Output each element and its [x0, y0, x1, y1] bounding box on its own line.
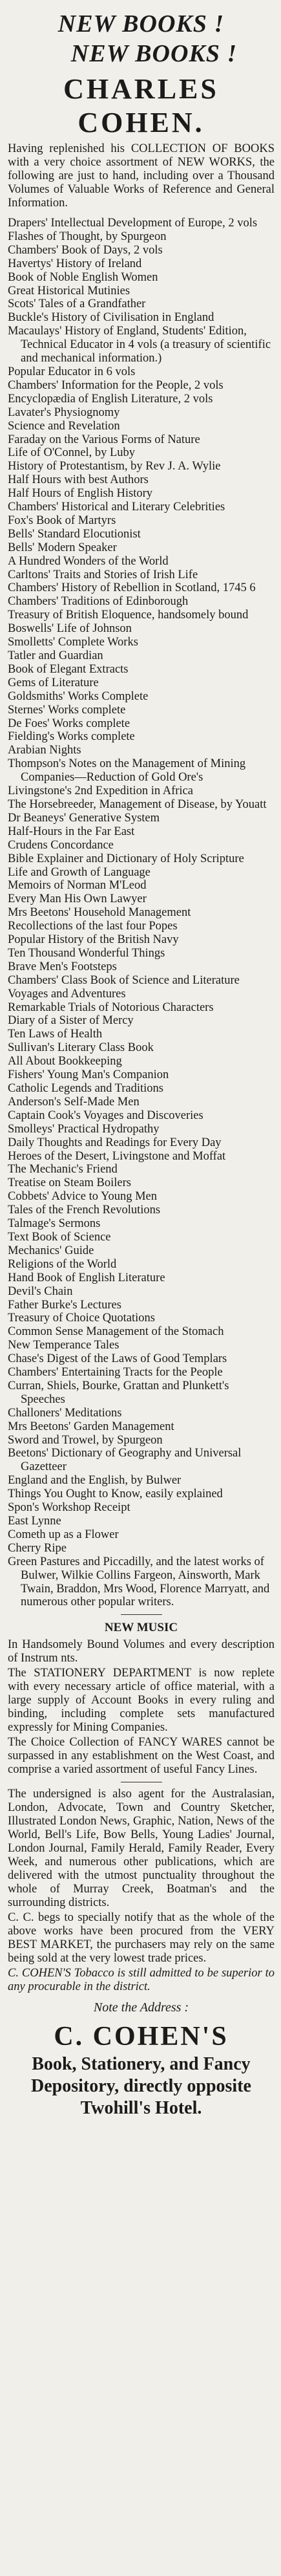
book-title: Talmage's Sermons: [8, 1217, 101, 1231]
book-title: Carltons' Traits and Stories of Irish Life: [8, 568, 198, 581]
book-title: Things You Ought to Know, easily explained: [8, 1488, 223, 1501]
book-title: Memoirs of Norman M'Leod: [8, 879, 147, 893]
book-title: Havertys' History of Ireland: [8, 257, 142, 270]
address-note: Note the Address :: [93, 2000, 189, 2015]
book-title: Mrs Beetons' Garden Management: [8, 1420, 174, 1433]
book-title: Half Hours with best Authors: [8, 473, 149, 487]
newspapers-paragraph: The undersigned is also agent for the Australasian, London, Advocate, Town and Country Sketcher, Illustrated London News, Graphic, Nation, News of the World, Bell's Life, Bow Bells, Young Ladies' Journal, London Journal, Family Herald, Family Reader, Every Week, and numerous other publications, which are delivered with the utmost punctuality throughout the whole of Murray Creek, Boatman's and the surrounding districts.: [8, 1788, 275, 1910]
book-title: Lavater's Physiognomy: [8, 406, 120, 419]
book-title: Religions of the World: [8, 1257, 117, 1271]
book-title: Bells' Standard Elocutionist: [8, 527, 141, 541]
music-paragraph: In Handsomely Bound Volumes and every description of Instrum nts.: [8, 1638, 275, 1665]
book-title: Half-Hours in the Far East: [8, 825, 135, 838]
book-title: Buckle's History of Civilisation in England: [8, 311, 214, 325]
book-title: Catholic Legends and Traditions: [8, 1082, 163, 1095]
book-title: England and the English, by Bulwer: [8, 1474, 182, 1488]
book-title: Livingstone's 2nd Expedition in Africa: [8, 785, 193, 798]
book-title: Tatler and Guardian: [8, 649, 103, 662]
book-title: Macaulays' History of England, Students' Edition, Technical Educator in 4 vols (a treasury of scientific and mechanical information.): [8, 325, 271, 365]
book-title: Chambers' Historical and Literary Celebrities: [8, 501, 225, 514]
book-title: Anderson's Self-Made Men: [8, 1095, 140, 1109]
book-title: Diary of a Sister of Mercy: [8, 1014, 134, 1028]
footer-business-name: C. COHEN'S: [54, 2022, 229, 2052]
book-title: Flashes of Thought, by Spurgeon: [8, 230, 167, 243]
book-title: Curran, Shiels, Bourke, Grattan and Plunkett's Speeches: [8, 1379, 229, 1406]
book-title: Bible Explainer and Dictionary of Holy Scripture: [8, 852, 244, 865]
stationery-paragraph: The STATIONERY DEPARTMENT is now replete with every necessary article of office material, with a large supply of Account Books in every ruling and binding, including complete sets manufactured expressly for Mining Companies.: [8, 1667, 275, 1735]
book-title: Dr Beaneys' Generative System: [8, 811, 160, 825]
book-title: Smolletts' Complete Works: [8, 636, 138, 649]
book-title: Ten Thousand Wonderful Things: [8, 946, 165, 960]
book-title: Life and Growth of Language: [8, 865, 151, 879]
book-title: De Foes' Works complete: [8, 717, 130, 730]
book-title: Captain Cook's Voyages and Discoveries: [8, 1109, 203, 1122]
book-title: Chambers' History of Rebellion in Scotland, 1745 6: [8, 581, 256, 595]
book-title: Chambers' Information for the People, 2 vols: [8, 378, 224, 392]
book-title: Half Hours of English History: [8, 487, 153, 501]
book-title: Devil's Chain: [8, 1284, 73, 1298]
book-title: Chambers' Class Book of Science and Literature: [8, 973, 240, 987]
footer-line-2: Depository, directly opposite Twohill's Hotel.: [31, 2076, 251, 2119]
book-title: Arabian Nights: [8, 744, 81, 757]
book-title: Chambers' Entertaining Tracts for the People: [8, 1366, 223, 1380]
book-title: Beetons' Dictionary of Geography and Universal Gazetteer: [8, 1447, 242, 1474]
book-title: Mrs Beetons' Household Management: [8, 906, 191, 920]
book-title: Text Book of Science: [8, 1230, 111, 1244]
book-title: Fishers' Young Man's Companion: [8, 1068, 169, 1082]
book-title: Great Historical Mutinies: [8, 284, 130, 298]
book-title: History of Protestantism, by Rev J. A. Wylie: [8, 460, 221, 473]
book-title: Book of Noble English Women: [8, 270, 158, 284]
fancy-wares-paragraph: The Choice Collection of FANCY WARES cannot be surpassed in any establishment on the West Coast, and comprise a varied assortment of useful Fancy Lines.: [8, 1736, 275, 1777]
book-title: Remarkable Trials of Notorious Characters: [8, 1001, 214, 1014]
book-title: Book of Elegant Extracts: [8, 662, 129, 676]
book-title: All About Bookkeeping: [8, 1055, 122, 1068]
book-title: Encyclopædia of English Literature, 2 vols: [8, 392, 213, 406]
banner-line-1: NEW BOOKS !: [57, 10, 225, 38]
book-title: Daily Thoughts and Readings for Every Day: [8, 1136, 222, 1149]
book-title: Crudens Concordance: [8, 838, 114, 852]
book-title: Challoners' Meditations: [8, 1406, 122, 1420]
book-title: Hand Book of English Literature: [8, 1271, 165, 1284]
book-title: Chambers' Book of Days, 2 vols: [8, 243, 163, 257]
book-title: Treatise on Steam Boilers: [8, 1176, 131, 1190]
music-heading: NEW MUSIC: [104, 1621, 178, 1635]
book-title: Treasury of Choice Quotations: [8, 1312, 155, 1325]
book-title: The Mechanic's Friend: [8, 1163, 118, 1176]
book-title: Cometh up as a Flower: [8, 1528, 119, 1541]
book-title: Father Burke's Lectures: [8, 1298, 121, 1312]
book-title: Green Pastures and Piccadilly, and the latest works of Bulwer, Wilkie Collins Fargeon, Ainsworth, Mark Twain, Braddon, Mrs Wood, Florence Marryatt, and numerous other popular writers.: [8, 1555, 270, 1609]
book-title: Gems of Literature: [8, 676, 99, 689]
music-section: [8, 1620, 275, 1994]
book-title: Chambers' Traditions of Edinborough: [8, 595, 189, 609]
masthead: CHARLES COHEN.: [63, 73, 219, 138]
book-title: New Temperance Tales: [8, 1339, 120, 1352]
book-title: Goldsmiths' Works Complete: [8, 689, 149, 703]
book-title: Tales of the French Revolutions: [8, 1204, 161, 1217]
book-title: Common Sense Management of the Stomach: [8, 1325, 224, 1339]
book-title: Sullivan's Literary Class Book: [8, 1041, 154, 1055]
footer-line-1: Book, Stationery, and Fancy: [32, 2054, 251, 2075]
book-title: Every Man His Own Lawyer: [8, 893, 147, 906]
book-titles-list: [8, 217, 275, 1609]
book-title: Drapers' Intellectual Development of Europe, 2 vols: [8, 217, 258, 230]
book-title: Life of O'Connel, by Luby: [8, 446, 136, 460]
book-title: Recollections of the last four Popes: [8, 920, 178, 933]
book-title: Sword and Trowel, by Spurgeon: [8, 1433, 163, 1447]
book-title: Popular History of the British Navy: [8, 933, 179, 947]
prices-paragraph: C. C. begs to specially notify that as the whole of the above works have been procured from the VERY BEST MARKET, the purchasers may rely on the same being sold at the very lowest trade prices.: [8, 1911, 275, 1965]
book-title: Brave Men's Footsteps: [8, 960, 117, 973]
book-title: Science and Revelation: [8, 419, 120, 433]
book-title: Boswells' Life of Johnson: [8, 622, 132, 636]
book-title: Sternes' Works complete: [8, 703, 126, 717]
book-title: Thompson's Notes on the Management of Mining Companies—Reduction of Gold Ore's: [8, 757, 246, 785]
book-title: Heroes of the Desert, Livingstone and Moffat: [8, 1149, 226, 1163]
book-title: Chase's Digest of the Laws of Good Templars: [8, 1352, 227, 1366]
book-title: Bells' Modern Speaker: [8, 541, 117, 554]
intro-paragraph: Having replenished his COLLECTION OF BOOKS with a very choice assortment of NEW WORKS, the following are just to hand, including over a Thousand Volumes of Valuable Works of Reference and General Information.: [8, 142, 275, 210]
book-title: Scots' Tales of a Grandfather: [8, 298, 146, 311]
book-title: Mechanics' Guide: [8, 1244, 94, 1257]
book-title: Faraday on the Various Forms of Nature: [8, 433, 200, 446]
book-title: Popular Educator in 6 vols: [8, 365, 136, 378]
book-title: Ten Laws of Health: [8, 1028, 103, 1041]
section-divider: [121, 1614, 162, 1615]
book-title: Voyages and Adventures: [8, 987, 126, 1001]
book-title: Cobbets' Advice to Young Men: [8, 1190, 157, 1204]
book-title: Fielding's Works complete: [8, 730, 135, 744]
book-title: East Lynne: [8, 1515, 61, 1528]
book-title: Treasury of British Eloquence, handsomely bound: [8, 609, 249, 622]
book-title: The Horsebreeder, Management of Disease, by Youatt: [8, 797, 267, 811]
banner-line-2: NEW BOOKS !: [70, 40, 238, 67]
book-title: Smolleys' Practical Hydropathy: [8, 1122, 160, 1136]
book-title: Fox's Book of Martyrs: [8, 514, 116, 527]
book-title: A Hundred Wonders of the World: [8, 554, 169, 568]
book-title: Cherry Ripe: [8, 1541, 67, 1555]
book-title: Spon's Workshop Receipt: [8, 1501, 130, 1515]
tobacco-paragraph: C. COHEN'S Tobacco is still admitted to be superior to any procurable in the district.: [8, 1967, 275, 1994]
